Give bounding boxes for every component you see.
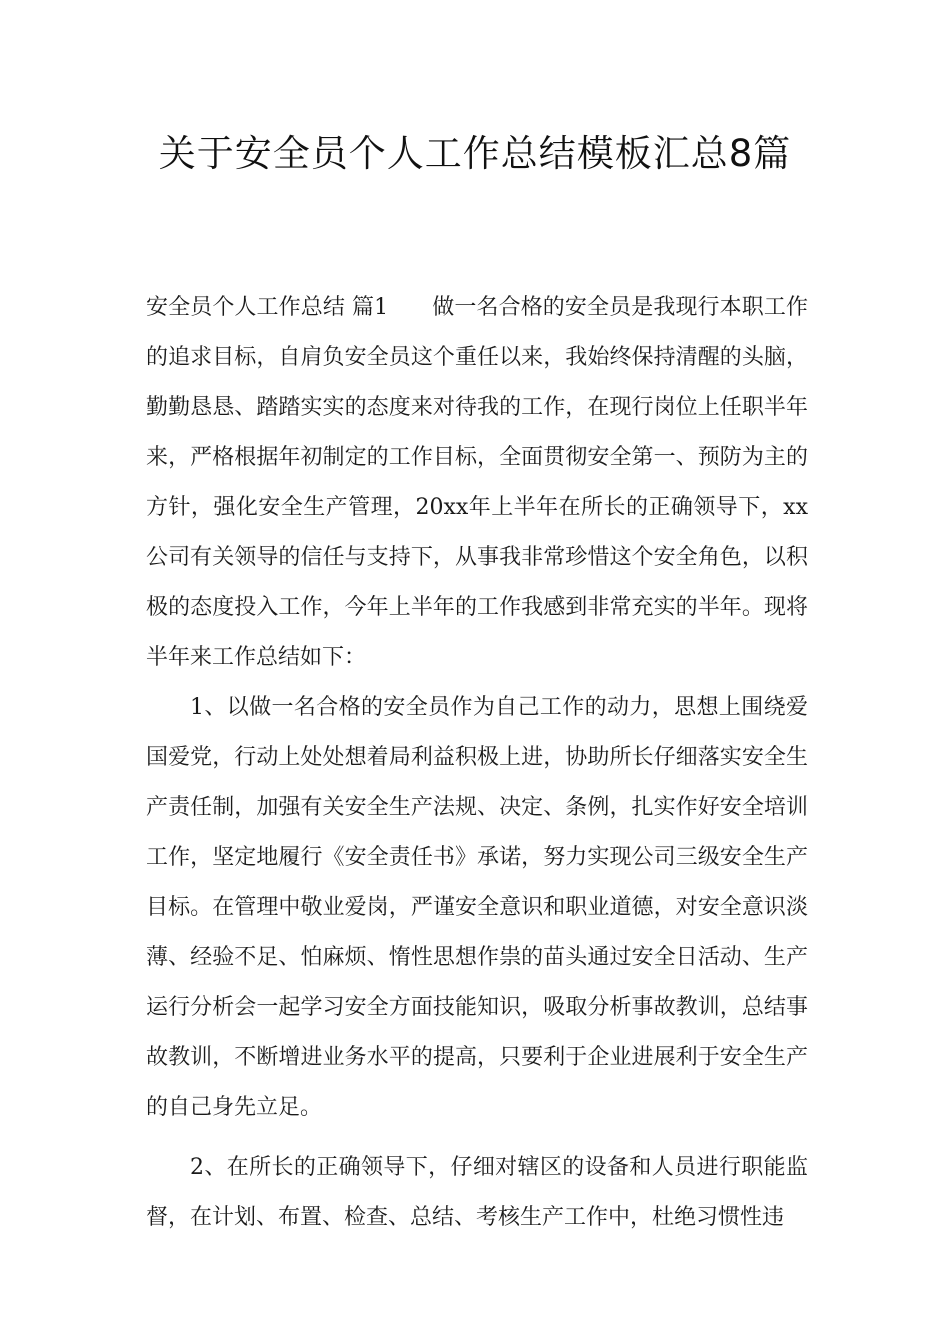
paragraph-intro bbox=[146, 283, 808, 683]
paragraph-text: 做一名合格的安全员是我现行本职工作的追求目标，自肩负安全员这个重任以来，我始终保持清醒的头脑，勤勤恳恳、踏踏实实的态度来对待我的工作，在现行岗位上任职半年来，严格根据年初制定的工作目标，全面贯彻安全第一、预防为主的方针，强化安全生产管理，20xx年上半年在所长的正确领导下，xx公司有关领导的信任与支持下，从事我非常珍惜这个安全角色，以积极的态度投入工作，今年上半年的工作我感到非常充实的半年。现将半年来工作总结如下： bbox=[146, 295, 808, 670]
document-title: 关于安全员个人工作总结模板汇总8篇 bbox=[158, 132, 792, 175]
paragraph-item-1: 1、以做一名合格的安全员作为自己工作的动力，思想上围绕爱国爱党，行动上处处想着局利益积极上进，协助所长仔细落实安全生产责任制，加强有关安全生产法规、决定、条例，扎实作好安全培训工作，坚定地履行《安全责任书》承诺，努力实现公司三级安全生产目标。在管理中敬业爱岗，严谨安全意识和职业道德，对安全意识淡薄、经验不足、怕麻烦、惰性思想作祟的苗头通过安全日活动、生产运行分析会一起学习安全方面技能知识，吸取分析事故教训，总结事故教训，不断增进业务水平的提高，只要利于企业进展利于安全生产的自己身先立足。 bbox=[146, 695, 808, 1120]
document-body bbox=[146, 283, 808, 1243]
section-heading: 安全员个人工作总结 篇1 bbox=[146, 295, 389, 320]
paragraph-item-2: 2、在所长的正确领导下，仔细对辖区的设备和人员进行职能监督，在计划、布置、检查、总结、考核生产工作中，杜绝习惯性违 bbox=[146, 1155, 808, 1230]
